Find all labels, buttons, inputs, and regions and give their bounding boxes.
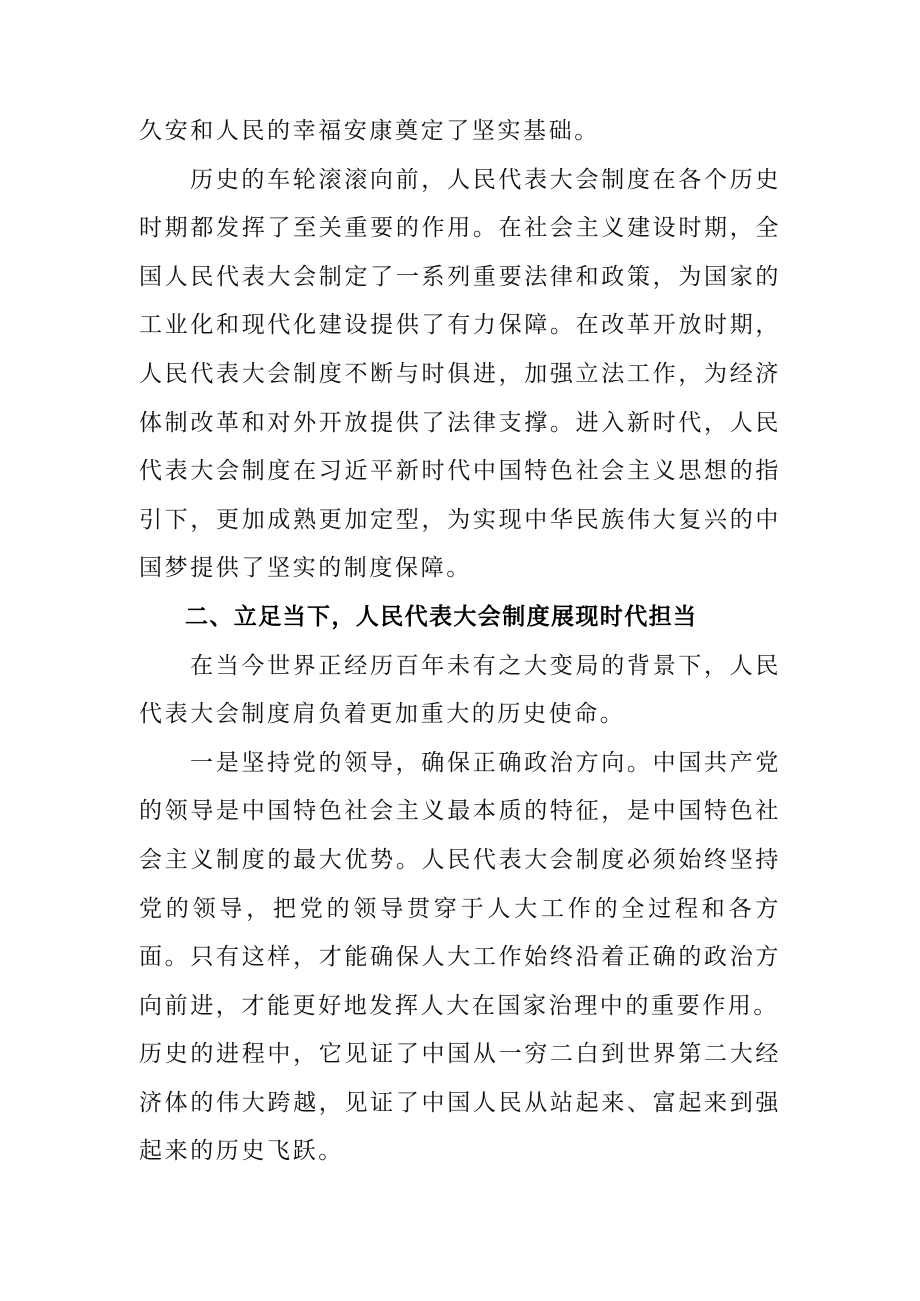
paragraph-historical-leap: 历史的进程中，它见证了中国从一穷二白到世界第二大经济体的伟大跨越，见证了中国人民从站起来、富起来到强起来的历史飞跃。 xyxy=(139,1041,781,1165)
paragraph-history-role: 历史的车轮滚滚向前，人民代表大会制度在各个历史时期都发挥了至关重要的作用。在社会主义建设时期，全国人民代表大会制定了一系列重要法律和政策，为国家的工业化和现代化建设提供了有力保障。在改革开放时期，人民代表大会制度不断与时俱进，加强立法工作，为经济体制改革和对外开放提供了法律支撑。进入新时代，人民代表大会制度在习近平新时代中国特色社会主义思想的指引下，更加成熟更加定型，为实现中华民族伟大复兴的中国梦提供了坚实的制度保障。 xyxy=(139,166,781,582)
document-body xyxy=(139,107,781,1176)
paragraph-continuation: 久安和人民的幸福安康奠定了坚实基础。 xyxy=(139,118,600,144)
paragraph-party-leadership: 一是坚持党的领导，确保正确政治方向。中国共产党的领导是中国特色社会主义最本质的特征，是中国特色社会主义制度的最大优势。人民代表大会制度必须始终坚持党的领导，把党的领导贯穿于人大工作的全过程和各方面。只有这样，才能确保人大工作始终沿着正确的政治方向前进，才能更好地发挥人大在国家治理中的重要作用。 xyxy=(139,749,781,1019)
section-heading: 二、立足当下，人民代表大会制度展现时代担当 xyxy=(185,603,698,630)
paragraph-mission: 在当今世界正经历百年未有之大变局的背景下，人民代表大会制度肩负着更加重大的历史使命。 xyxy=(139,652,781,728)
